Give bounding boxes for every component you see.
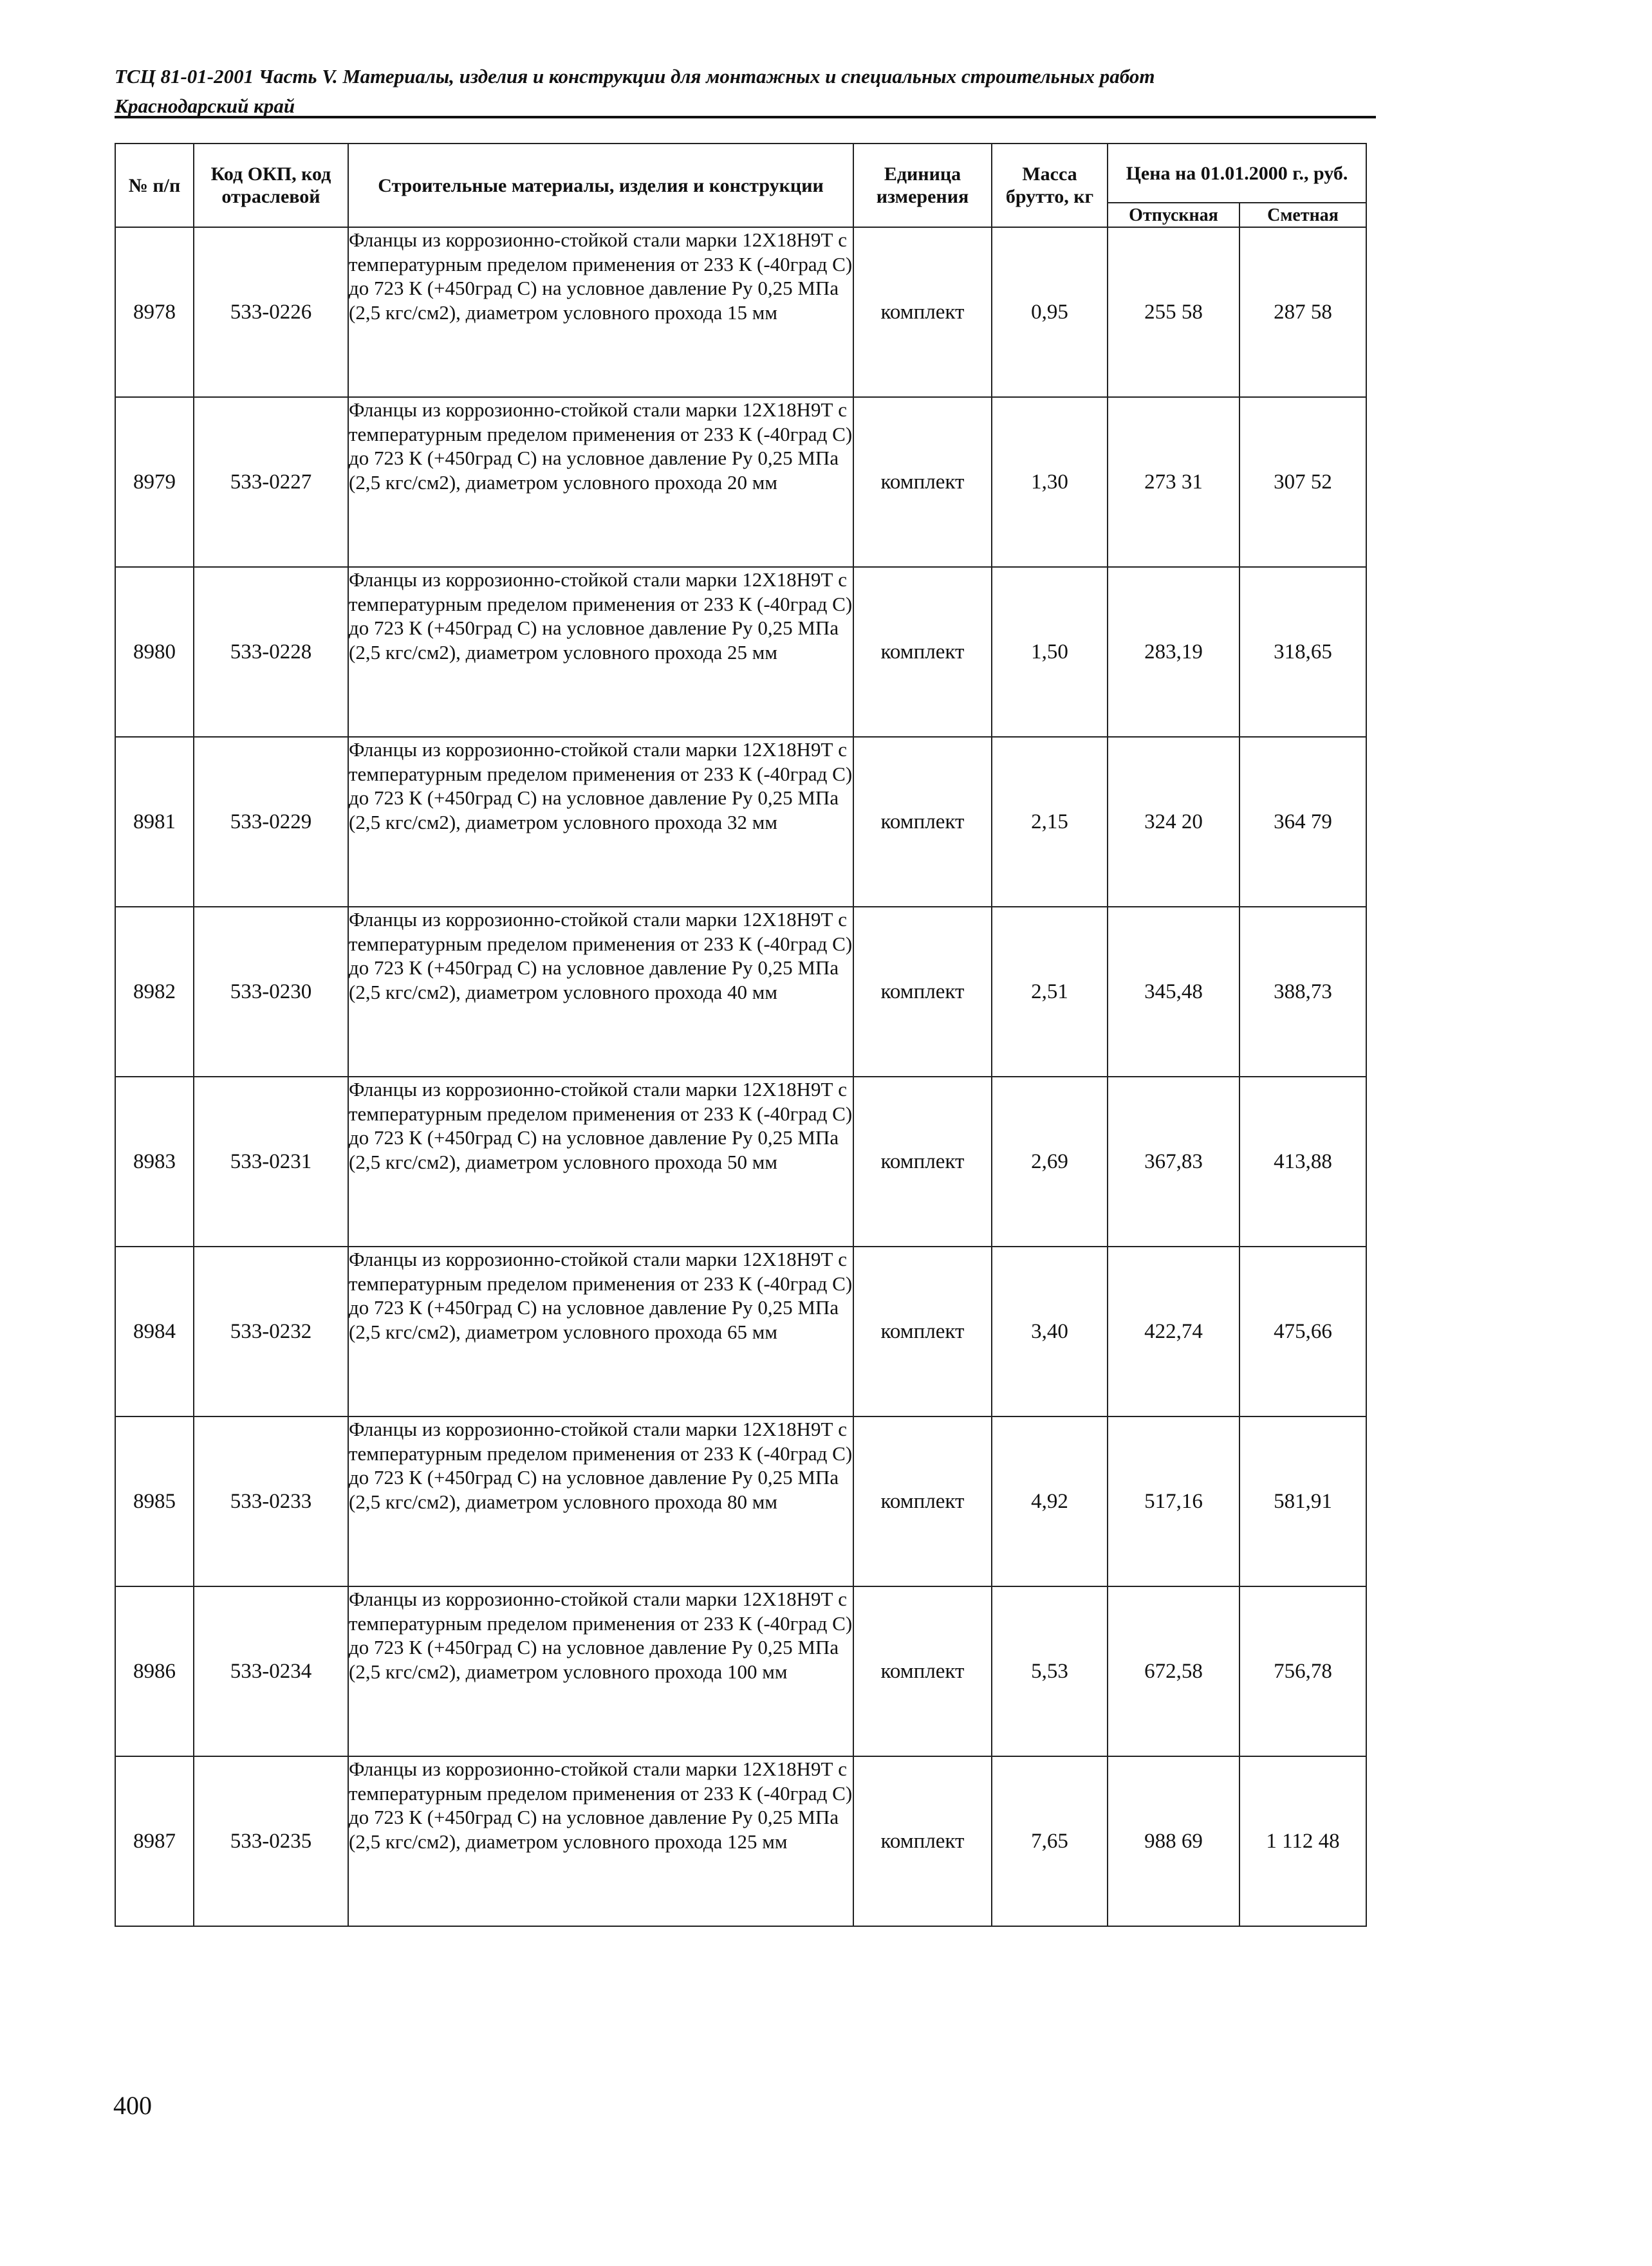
row-price-release: 422,74 <box>1108 1247 1239 1416</box>
row-mass: 4,92 <box>992 1416 1108 1586</box>
row-unit: комплект <box>853 907 992 1077</box>
row-price-release: 273 31 <box>1108 397 1239 567</box>
header-region: Краснодарский край <box>115 95 295 117</box>
header-divider <box>115 116 1376 118</box>
row-description: Фланцы из коррозионно-стойкой стали марки 12Х18Н9Т с температурным пределом применения от 233 К (-40град С) до 723 К (+450град С) на условное давление Ру 0,25 МПа (2,5 кгс/см2), диаметром условного прохода 50 мм <box>348 1077 853 1247</box>
row-mass: 3,40 <box>992 1247 1108 1416</box>
row-description: Фланцы из коррозионно-стойкой стали марки 12Х18Н9Т с температурным пределом применения от 233 К (-40град С) до 723 К (+450град С) на условное давление Ру 0,25 МПа (2,5 кгс/см2), диаметром условного прохода 65 мм <box>348 1247 853 1416</box>
table-row <box>115 1416 1366 1586</box>
row-okp-code: 533-0228 <box>194 567 348 737</box>
col-header-code: Код ОКП, код отраслевой <box>194 144 348 227</box>
page-number: 400 <box>113 2091 152 2120</box>
row-description: Фланцы из коррозионно-стойкой стали марки 12Х18Н9Т с температурным пределом применения от 233 К (-40град С) до 723 К (+450град С) на условное давление Ру 0,25 МПа (2,5 кгс/см2), диаметром условного прохода 100 мм <box>348 1586 853 1756</box>
row-unit: комплект <box>853 1586 992 1756</box>
col-header-num: № п/п <box>115 144 194 227</box>
row-number: 8982 <box>115 907 194 1077</box>
row-description: Фланцы из коррозионно-стойкой стали марки 12Х18Н9Т с температурным пределом применения от 233 К (-40град С) до 723 К (+450град С) на условное давление Ру 0,25 МПа (2,5 кгс/см2), диаметром условного прохода 125 мм <box>348 1756 853 1926</box>
row-description: Фланцы из коррозионно-стойкой стали марки 12Х18Н9Т с температурным пределом применения от 233 К (-40град С) до 723 К (+450град С) на условное давление Ру 0,25 МПа (2,5 кгс/см2), диаметром условного прохода 40 мм <box>348 907 853 1077</box>
header-title: ТСЦ 81-01-2001 Часть V. Материалы, изделия и конструкции для монтажных и специальных строительных работ <box>115 65 1155 88</box>
row-price-release: 283,19 <box>1108 567 1239 737</box>
col-header-price-estimate: Сметная <box>1239 203 1366 227</box>
row-number: 8980 <box>115 567 194 737</box>
row-mass: 1,50 <box>992 567 1108 737</box>
row-price-estimate: 413,88 <box>1239 1077 1366 1247</box>
row-mass: 0,95 <box>992 227 1108 397</box>
row-okp-code: 533-0231 <box>194 1077 348 1247</box>
row-mass: 2,51 <box>992 907 1108 1077</box>
row-number: 8985 <box>115 1416 194 1586</box>
row-mass: 2,15 <box>992 737 1108 907</box>
row-number: 8983 <box>115 1077 194 1247</box>
row-number: 8981 <box>115 737 194 907</box>
row-mass: 2,69 <box>992 1077 1108 1247</box>
row-price-estimate: 475,66 <box>1239 1247 1366 1416</box>
table-body <box>115 227 1366 1926</box>
row-unit: комплект <box>853 737 992 907</box>
materials-price-table <box>115 143 1367 1927</box>
row-price-release: 324 20 <box>1108 737 1239 907</box>
row-okp-code: 533-0227 <box>194 397 348 567</box>
col-header-unit: Единица измерения <box>853 144 992 227</box>
row-price-release: 345,48 <box>1108 907 1239 1077</box>
row-okp-code: 533-0233 <box>194 1416 348 1586</box>
row-description: Фланцы из коррозионно-стойкой стали марки 12Х18Н9Т с температурным пределом применения от 233 К (-40град С) до 723 К (+450град С) на условное давление Ру 0,25 МПа (2,5 кгс/см2), диаметром условного прохода 20 мм <box>348 397 853 567</box>
row-number: 8984 <box>115 1247 194 1416</box>
col-header-price: Цена на 01.01.2000 г., руб. <box>1108 144 1366 203</box>
row-number: 8979 <box>115 397 194 567</box>
col-header-mass: Масса брутто, кг <box>992 144 1108 227</box>
row-price-estimate: 1 112 48 <box>1239 1756 1366 1926</box>
document-header <box>115 62 1376 121</box>
table-row <box>115 1077 1366 1247</box>
row-okp-code: 533-0226 <box>194 227 348 397</box>
table-row <box>115 227 1366 397</box>
col-header-price-release: Отпускная <box>1108 203 1239 227</box>
row-okp-code: 533-0234 <box>194 1586 348 1756</box>
row-description: Фланцы из коррозионно-стойкой стали марки 12Х18Н9Т с температурным пределом применения от 233 К (-40град С) до 723 К (+450град С) на условное давление Ру 0,25 МПа (2,5 кгс/см2), диаметром условного прохода 15 мм <box>348 227 853 397</box>
row-unit: комплект <box>853 1756 992 1926</box>
row-description: Фланцы из коррозионно-стойкой стали марки 12Х18Н9Т с температурным пределом применения от 233 К (-40град С) до 723 К (+450град С) на условное давление Ру 0,25 МПа (2,5 кгс/см2), диаметром условного прохода 80 мм <box>348 1416 853 1586</box>
row-price-release: 255 58 <box>1108 227 1239 397</box>
row-unit: комплект <box>853 397 992 567</box>
row-okp-code: 533-0229 <box>194 737 348 907</box>
row-mass: 5,53 <box>992 1586 1108 1756</box>
row-price-estimate: 388,73 <box>1239 907 1366 1077</box>
table-row <box>115 737 1366 907</box>
col-header-name: Строительные материалы, изделия и конструкции <box>348 144 853 227</box>
row-unit: комплект <box>853 1077 992 1247</box>
table-row <box>115 907 1366 1077</box>
row-mass: 7,65 <box>992 1756 1108 1926</box>
row-price-estimate: 364 79 <box>1239 737 1366 907</box>
row-description: Фланцы из коррозионно-стойкой стали марки 12Х18Н9Т с температурным пределом применения от 233 К (-40град С) до 723 К (+450град С) на условное давление Ру 0,25 МПа (2,5 кгс/см2), диаметром условного прохода 25 мм <box>348 567 853 737</box>
row-price-release: 672,58 <box>1108 1586 1239 1756</box>
row-price-estimate: 581,91 <box>1239 1416 1366 1586</box>
row-number: 8986 <box>115 1586 194 1756</box>
row-mass: 1,30 <box>992 397 1108 567</box>
row-unit: комплект <box>853 1416 992 1586</box>
table-row <box>115 1247 1366 1416</box>
row-number: 8987 <box>115 1756 194 1926</box>
row-unit: комплект <box>853 227 992 397</box>
table-row <box>115 1586 1366 1756</box>
row-price-release: 517,16 <box>1108 1416 1239 1586</box>
row-price-estimate: 287 58 <box>1239 227 1366 397</box>
row-price-estimate: 756,78 <box>1239 1586 1366 1756</box>
row-price-release: 988 69 <box>1108 1756 1239 1926</box>
table-row <box>115 567 1366 737</box>
table-row <box>115 1756 1366 1926</box>
row-price-release: 367,83 <box>1108 1077 1239 1247</box>
row-okp-code: 533-0232 <box>194 1247 348 1416</box>
row-unit: комплект <box>853 567 992 737</box>
row-okp-code: 533-0230 <box>194 907 348 1077</box>
row-number: 8978 <box>115 227 194 397</box>
row-unit: комплект <box>853 1247 992 1416</box>
row-okp-code: 533-0235 <box>194 1756 348 1926</box>
table-row <box>115 397 1366 567</box>
row-price-estimate: 307 52 <box>1239 397 1366 567</box>
row-description: Фланцы из коррозионно-стойкой стали марки 12Х18Н9Т с температурным пределом применения от 233 К (-40град С) до 723 К (+450град С) на условное давление Ру 0,25 МПа (2,5 кгс/см2), диаметром условного прохода 32 мм <box>348 737 853 907</box>
row-price-estimate: 318,65 <box>1239 567 1366 737</box>
